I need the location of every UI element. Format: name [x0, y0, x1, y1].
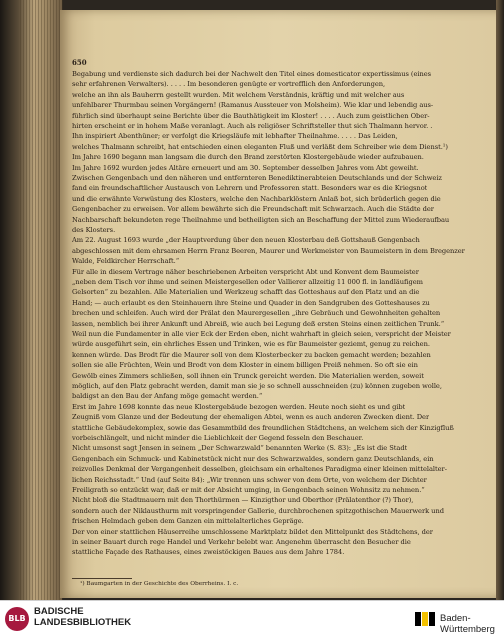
text-line: welches Thalmann schreibt, hat entschieden einen eleganten Fluß und verläßt dem Schreiber wie dem Dienst.¹): [72, 142, 448, 151]
library-name-line2: LANDESBIBLIOTHEK: [34, 617, 132, 628]
text-line: Zeugniß vom Glanze und der Bedeutung der ehemaligen Abtei, wenn es auch anderen Zwecken dient. Der: [72, 413, 430, 422]
text-line: Weil nun die Fundamenter in alle vier Eck der Erden eben, nicht wahrhaft in gleich seien, verspricht der Meister: [72, 330, 451, 338]
text-line: des Klosters.: [72, 226, 116, 234]
text-line: welche an ihn als Bauherrn gestellt wurden. Mit welchem Verständnis, kräftig und mit welcher aus: [72, 90, 405, 99]
text-line: möglich, auf den Platz gebracht werden, damit man sie je so schnell ausschneiden (zu) können zugeben wolle,: [72, 382, 442, 390]
page-number: 650: [72, 58, 87, 67]
text-line: Gewölb eines Zimmers schließen, soll ihnen ein Trunck gereicht werden. Die Materialien werden, soweit: [72, 371, 424, 380]
text-line: Gelsorten“ zu bezahlen. Alle Materialien und Werkzeug schafft das Gotteshaus auf den Platz und an die: [72, 288, 420, 297]
text-line: hirten erscheint er in hohem Maße veranlagt. Auch als religiöser Schriftsteller thut sich Thalmann hervor. .: [72, 122, 433, 130]
text-line: und die erwähnte Verwüstung des Klosters, welche den Nachbarklöstern Anlaß bot, sich brüderlich gegen die: [72, 194, 441, 203]
text-line: Am 22. August 1693 wurde „der Hauptverdung über den neuen Klosterbau deß Gottshauß Gengenbach: [72, 236, 420, 245]
text-line: führlich sind überhaupt seine Berichte über die Bauthätigkeit im Kloster! . . . . Auch zum geistlichen Ober-: [72, 111, 430, 120]
text-line: Für alle in diesem Vertrage näher beschriebenen Arbeiten verspricht Abt und Konvent dem Baumeister: [72, 267, 419, 276]
text-line: Nicht bloß die Stadtmauern mit den Thorthürmen — Kinzigthor und Oberthor (Prälatenthor (?) Thor),: [72, 496, 414, 505]
text-line: in seiner Bauart durch rege Handel und Verkehr belebt war. Angenehm überrascht den Besucher die: [72, 538, 411, 546]
text-line: Nachbarschaft bekundeten rege Theilnahme und betheiligten sich an Beschaffung der Mittel zum Wiederaufbau: [72, 215, 450, 224]
text-line: Zwischen Gengenbach und den näheren und entfernteren Benediktinerabteien Deutschlands und der Schweiz: [72, 174, 442, 182]
text-line: abgeschlossen mit dem ehrsamen Herrn Franz Beeren, Maurer und Werkmeister von Baumeistern in dem Bregenzer: [72, 246, 465, 255]
text-line: stattliche Gebäudekomplex, sowie das Gesammtbild des freundlichen Städtchens, an welchem sich der Kinzigfluß: [72, 423, 454, 432]
text-line: würde ausgeführt sein, ein ehrliches Essen und Trinken, wie es für Baumeister geziemt, genug zu reichen.: [72, 340, 430, 349]
text-line: Walde, Feldkircher Herrschaft.“: [72, 257, 180, 266]
text-line: baldigst an den Bau der Anfang möge gemacht werden.“: [72, 392, 263, 401]
page-stack-edges: [20, 0, 64, 600]
text-line: sehr erfahrenen Verwalters). . . . . Im besonderen genügte er vortrefflich den Anforderungen,: [72, 80, 386, 89]
state-label[interactable]: Baden-Württemberg: [440, 613, 495, 635]
text-line: Freiligrath so entzückt war, daß er mit der Absicht umging, in Gengenbach seinen Wohnsitz zu nehmen.“: [72, 486, 425, 494]
text-line: frischen Helmdach geben dem Ganzen ein mittelalterliches Gepräge.: [72, 517, 304, 526]
text-line: fand ein freundschaftlicher Austausch von Lehrern und Professoren statt. Besonders war es die Kriegsnot: [72, 184, 428, 193]
text-line: Nicht umsonst sagt Jensen in seinem „Der Schwarzwald“ benannten Werke (S. 83): „Es ist die Stadt: [72, 444, 408, 453]
text-line: Gengenbacher zu erweisen. Vor allem bewährte sich die Freundschaft mit Schwarzach. Auch die Städte der: [72, 205, 434, 214]
text-line: reizvolles Denkmal der Vergangenheit desselben, gleichsam ein erhaltenes Paradigma einer kleinen mittelalter-: [72, 465, 447, 474]
blb-logo[interactable]: BLB: [5, 607, 29, 631]
text-line: stattliche Façade des Rathauses, eines zweistöckigen Baues aus dem Jahre 1784.: [72, 548, 345, 557]
text-line: sondern auch der Niklausthurm mit vorspringender Gallerie, durchbrochenen spitzgothischen Mauerwerk und: [72, 506, 444, 515]
text-line: lassen, nemblich bei ihrer Ankunft und Abreiß, wie auch bei Legung deß ersten Steins einen zeitlichen Trunk.“: [72, 319, 445, 328]
library-name[interactable]: [34, 606, 131, 628]
text-line: kennen würde. Das Brodt für die Maurer soll von dem Klosterbecker zu backen gemacht werden; bezahlen: [72, 350, 431, 359]
book-right-edge: [496, 0, 504, 600]
text-line: Erst im Jahre 1698 konnte das neue Klostergebäude bezogen werden. Heute noch sieht es und gibt: [72, 402, 406, 411]
library-name-line1: BADISCHE: [34, 606, 84, 617]
text-line: vorbeischlängelt, und nicht minder die Lieblichkeit der Gegend fesseln den Beschauer.: [72, 434, 364, 442]
text-line: Der von einer stattlichen Häuserreihe umschlossene Marktplatz bildet den Mittelpunkt des Städtchens, der: [72, 527, 433, 536]
baden-wuerttemberg-logo-icon[interactable]: [414, 610, 436, 628]
text-line: brechen und schleifen. Auch wird der Prälat den Maurergesellen „ihre Gebräuch und Gewohnheiten gehalten: [72, 309, 441, 318]
text-line: lichen Reichsstadt.“ Und (auf Seite 84): „Wir trennen uns schwer von dem Orte, von welchem der Dichter: [72, 475, 427, 484]
text-line: Hand; — auch erlaubt es den Steinhauern ihre Steine und Quader in den Sandgruben des Gotteshauses zu: [72, 298, 430, 307]
text-line: unfehlbarer Thurmbau seinen Vorgängern! (Ramanus Aussteuer von Molsheim). Wie klar und lebendig aus-: [72, 101, 434, 110]
text-line: sollen sie alle Früchten, Wein und Brodt von dem Kloster in einem billigen Preiß nehmen. So oft sie ein: [72, 361, 418, 370]
text-line: Im Jahre 1690 begann man langsam die durch den Brand zerstörten Klostergebäude wieder aufzubauen.: [72, 153, 424, 162]
text-line: Ihn inspiriert Abenthüner; er verfolgt die Kriegsläufe mit lebhafter Theilnahme. . . . . Das Leiden,: [72, 132, 398, 141]
text-line: Gengenbach ein Schmuck- und Kabinetstück nicht nur des Schwarzwaldes, sondern ganz Deutschlands, ein: [72, 454, 434, 463]
footnote: ¹) Baumgarten in der Geschichte des Oberrheins. I. c.: [80, 581, 239, 587]
text-line: Im Jahre 1692 wurden jedes Altäre erneuert und am 30. September desselben Jahres vom Abt geweiht.: [72, 163, 419, 172]
text-line: „neben dem Tisch vor ihme und seinen Meistergesellen oder Vallierer allzeitig 11 000 fl. in landläufigem: [72, 278, 423, 286]
text-line: Begabung und verdienste sich dadurch bei der Nachwelt den Titel eines domesticator expertissimus (eines: [72, 70, 432, 78]
footnote-rule: [72, 578, 132, 579]
